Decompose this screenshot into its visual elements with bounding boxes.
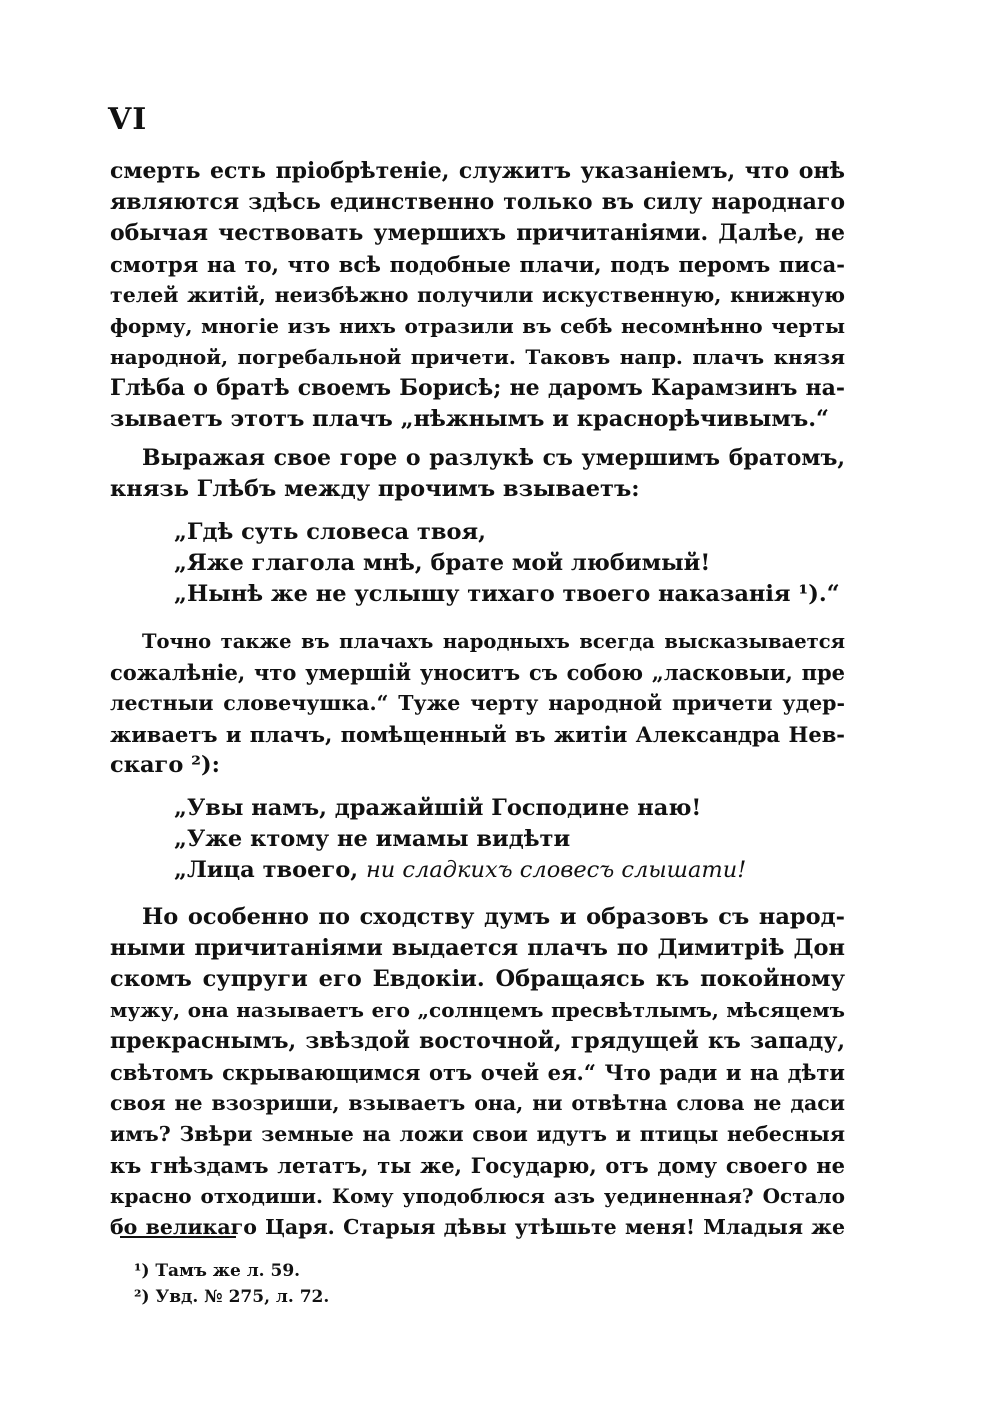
text-line: телей житій, неизбѣжно получили искуственную, книжную [110, 283, 845, 307]
text-line: ными причитаніями выдается плачъ по Димитріѣ Дон [110, 935, 845, 961]
text-line: сожалѣніе, что умершій уноситъ съ собою „ласковыи, пре [110, 660, 845, 685]
main-text [110, 156, 845, 1243]
text-line: князь Глѣбъ между прочимъ взываетъ: [110, 476, 640, 502]
text-line: своя не взозриши, взываетъ она, ни отвѣтна слова не даси [110, 1091, 845, 1115]
text-line: Точно также въ плачахъ народныхъ всегда высказывается [142, 630, 845, 653]
text-line: мужу, она называетъ его „солнцемъ пресвѣтлымъ, мѣсяцемъ [110, 998, 845, 1022]
verse-italic-text: ни сладкихъ словесъ слышати! [365, 857, 747, 883]
text-line: являются здѣсь единственно только въ силу народнаго [110, 189, 845, 215]
text-line: зываетъ этотъ плачъ „нѣжнымъ и краснорѣчивымъ.“ [110, 406, 829, 432]
text-line: народной, погребальной причети. Таковъ напр. плачъ князя [110, 345, 845, 369]
verse-line: „Увы намъ, дражайшій Господине наю! [174, 795, 702, 821]
text-line: Глѣба о братѣ своемъ Борисѣ; не даромъ Карамзинъ на- [110, 375, 845, 401]
text-line: къ гнѣздамъ летатъ, ты же, Государю, отъ дому своего не [110, 1153, 845, 1178]
text-line: скаго ²): [110, 752, 220, 778]
footnote: ²) Увд. № 275, л. 72. [134, 1287, 330, 1307]
verse-line: „Нынѣ же не услышу тихаго твоего наказанія ¹).“ [174, 581, 840, 607]
text-line: лестныи словечушка.“ Туже черту народной причети удер- [110, 691, 845, 715]
page-number: VI [108, 102, 148, 137]
text-line: живаетъ и плачъ, помѣщенный въ житіи Александра Нев- [110, 722, 845, 747]
verse-line: „Яже глагола мнѣ, брате мой любимый! [174, 550, 711, 576]
footnotes [134, 1258, 534, 1310]
text-line: скомъ супруги его Евдокіи. Обращаясь къ покойному [110, 966, 845, 992]
text-line: имъ? Звѣри земные на ложи свои идутъ и птицы небесныя [110, 1122, 845, 1146]
verse-line: „Уже ктому не имамы видѣти [174, 826, 571, 852]
verse-text: Лица твоего, [186, 857, 359, 883]
text-line: смерть есть пріобрѣтеніе, служитъ указаніемъ, что онѣ [110, 158, 845, 184]
text-line: Но особенно по сходству думъ и образовъ съ народ- [142, 904, 845, 930]
verse-line: „Гдѣ суть словеса твоя, [174, 519, 486, 545]
text-line: форму, многіе изъ нихъ отразили въ себѣ несомнѣнно черты [110, 314, 845, 338]
text-line: свѣтомъ скрывающимся отъ очей ея.“ Что ради и на дѣти [110, 1060, 845, 1085]
text-line: бо великаго Царя. Старыя дѣвы утѣшьте меня! Младыя же [110, 1215, 845, 1239]
text-line: обычая чествовать умершихъ причитаніями. Далѣе, не [110, 220, 845, 246]
verse-line: „Лица твоего, ни сладкихъ словесъ слышати! [174, 857, 747, 883]
text-line: красно отходиши. Кому уподоблюся азъ уединенная? Остало [110, 1184, 845, 1208]
footnote: ¹) Тамъ же л. 59. [134, 1261, 301, 1281]
footnote-divider [120, 1236, 236, 1238]
text-line: Выражая свое горе о разлукѣ съ умершимъ братомъ, [142, 445, 845, 471]
text-line: смотря на то, что всѣ подобные плачи, подъ перомъ писа- [110, 252, 845, 277]
text-line: прекраснымъ, звѣздой восточной, грядущей къ западу, [110, 1028, 845, 1054]
